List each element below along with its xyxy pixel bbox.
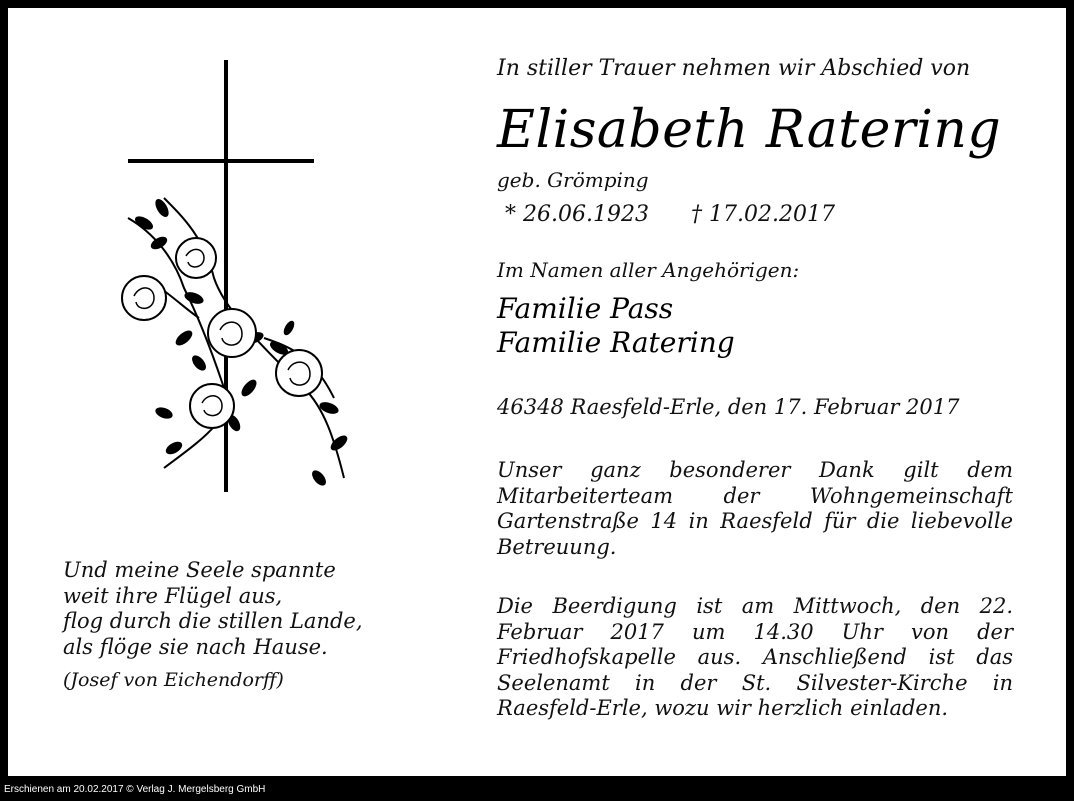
poem-line: weit ihre Flügel aus, <box>63 583 283 608</box>
birth-date: * 26.06.1923 <box>505 202 649 227</box>
poem-line: flog durch die stillen Lande, <box>63 609 363 633</box>
life-dates <box>505 202 835 227</box>
birth-name: geb. Grömping <box>497 168 649 192</box>
thanks-paragraph: Unser ganz besonderer Dank gilt dem Mitarbeiterteam der Wohngemeinschaft Gartenstraße 14 in Raesfeld für die liebevolle Betreuung. <box>497 458 1013 559</box>
poem-author: (Josef von Eichendorff) <box>63 669 284 691</box>
publication-footer: Erschienen am 20.02.2017 © Verlag J. Mergelsberg GmbH <box>4 784 266 795</box>
family-name: Familie Ratering <box>497 326 735 359</box>
death-date: † 17.02.2017 <box>691 202 835 227</box>
signed-intro: Im Namen aller Angehörigen: <box>497 258 800 282</box>
poem-line: Und meine Seele spannte <box>63 558 336 582</box>
intro-text: In stiller Trauer nehmen wir Abschied von <box>497 56 971 81</box>
poem-line: als flöge sie nach Hause. <box>63 634 328 659</box>
funeral-paragraph: Die Beerdigung ist am Mittwoch, den 22. Februar 2017 um 14.30 Uhr von der Friedhofskapelle aus. Anschließend ist das Seelenamt in der St. Silvester-Kirche in Raesfeld-Erle, wozu wir herzlich einladen. <box>497 594 1013 720</box>
cross-with-roses-icon <box>104 58 404 512</box>
place-date: 46348 Raesfeld-Erle, den 17. Februar 2017 <box>497 395 960 419</box>
family-name: Familie Pass <box>497 292 674 325</box>
obituary-card <box>8 8 1066 776</box>
deceased-name: Elisabeth Ratering <box>497 100 1002 160</box>
poem <box>63 558 363 660</box>
